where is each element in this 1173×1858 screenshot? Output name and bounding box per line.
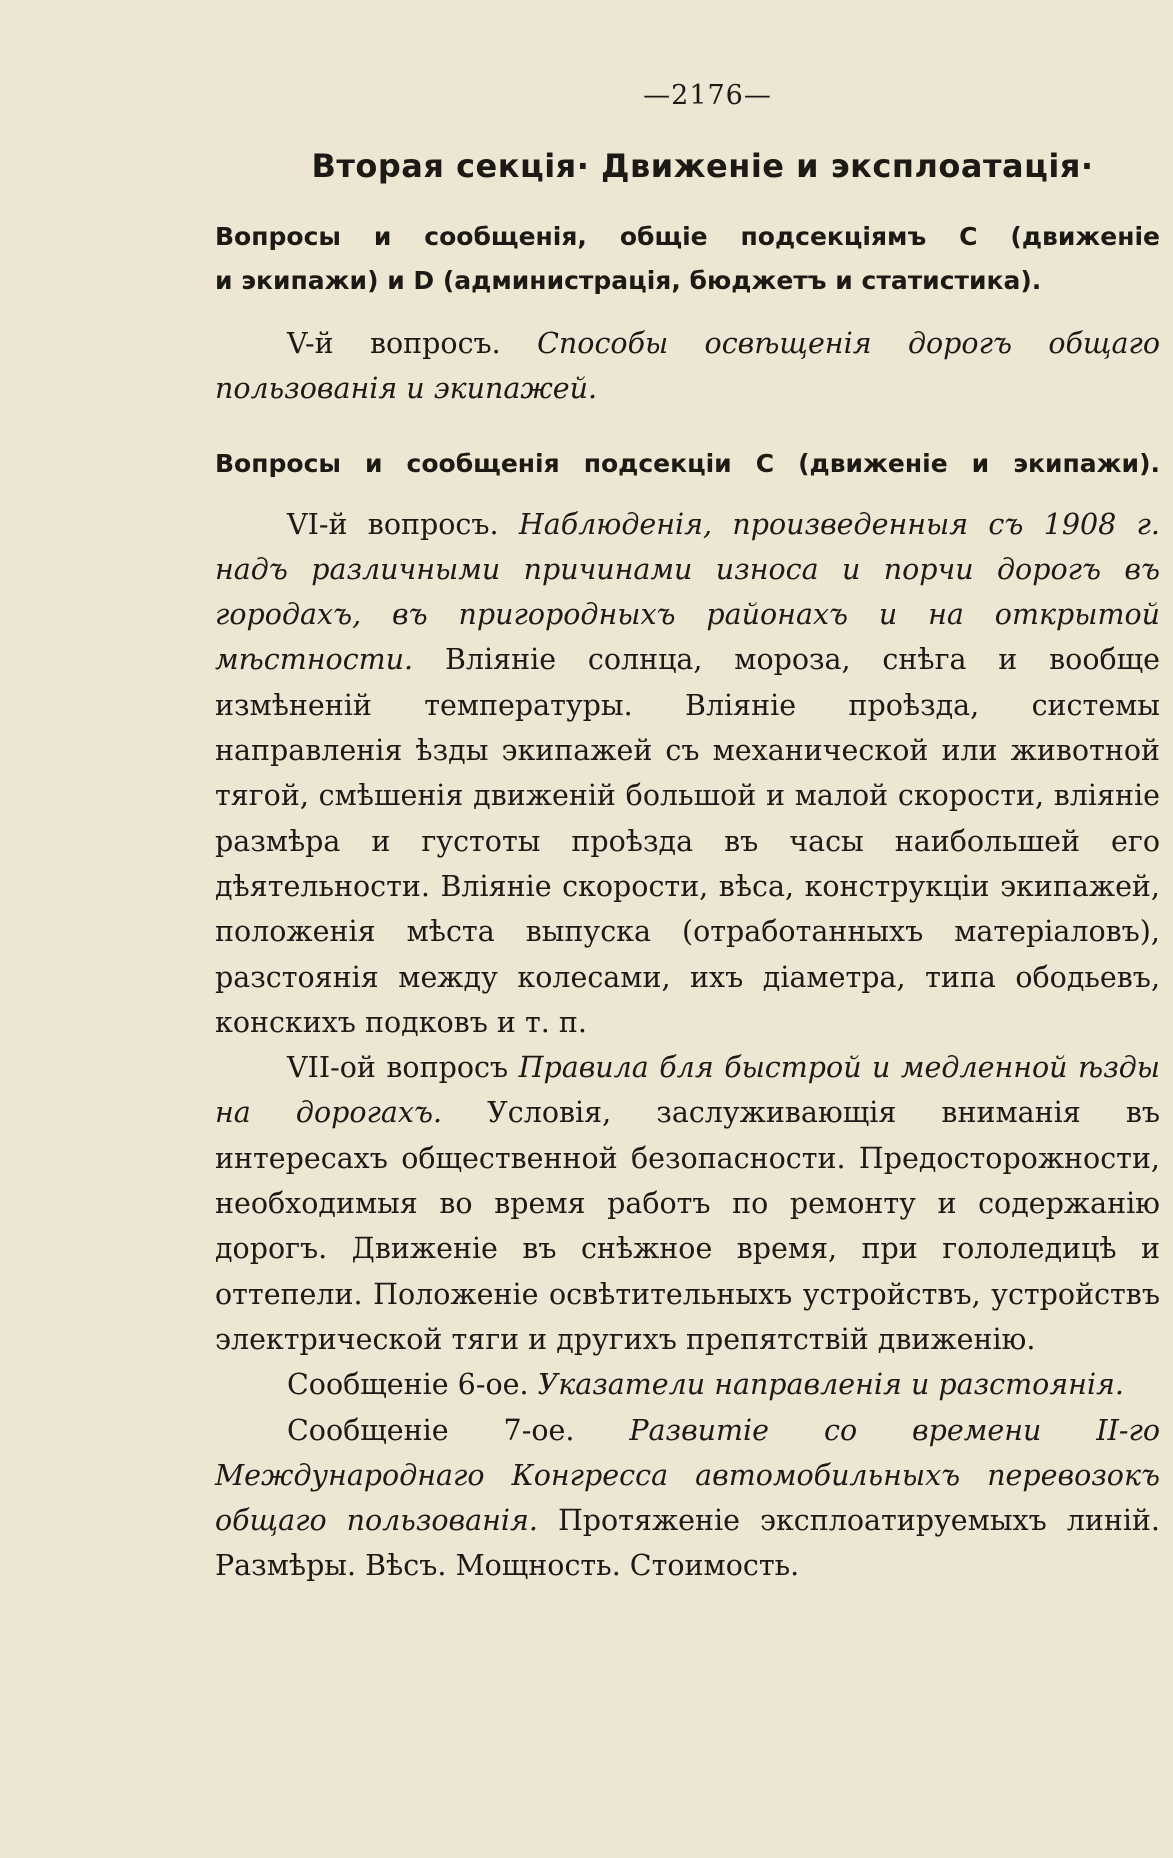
question-title: Способы освѣщенія дорогъ общаго пользованія и экипажей. (215, 327, 1160, 406)
question-title: Наблюденія, произведенныя съ 1908 г. надъ различными причинами износа и порчи дорогъ въ городахъ, въ пригородныхъ районахъ и на открытой мѣстности. (215, 507, 1160, 677)
question-label: VII-ой вопросъ (287, 1051, 509, 1085)
question-7 (215, 1045, 1160, 1362)
question-6 (215, 502, 1160, 1046)
message-7 (215, 1408, 1160, 1589)
message-label: Сообщеніе 7-ое. (287, 1413, 575, 1447)
message-label: Сообщеніе 6-ое. (287, 1368, 529, 1402)
general-questions-heading (215, 215, 1160, 303)
message-title: Развитіе со времени II-го Международнаго Конгресса автомобильныхъ перевозокъ общаго пользованія. (215, 1413, 1161, 1538)
message-text: Протяженіе эксплоатируемыхъ линій. Размѣры. Вѣсъ. Мощность. Стоимость. (215, 1504, 1160, 1583)
page-number: —2176— (643, 80, 772, 111)
section-title: Вторая секція· Движеніе и эксплоатація· (311, 147, 1094, 185)
heading-line: Вопросы и сообщенія, общіе подсекціямъ С (движеніе (215, 222, 1160, 251)
message-6 (215, 1362, 1160, 1407)
question-title: Правила бля быстрой и медленной ѣзды на дорогахъ. (215, 1051, 1161, 1130)
message-title: Указатели направленія и разстоянія. (537, 1368, 1124, 1402)
subsection-c-heading: Вопросы и сообщенія подсекціи С (движеніе и экипажи). (215, 448, 1160, 478)
text-column (215, 80, 1160, 1589)
heading-line: и экипажи) и D (администрація, бюджетъ и статистика). (215, 266, 1042, 295)
question-text: Вліяніе солнца, мороза, снѣга и вообще измѣненій температуры. Вліяніе проѣзда, системы направленія ѣзды экипажей съ механической или животной тягой, смѣшенія движеній большой и малой скорости, вліяніе размѣра и густоты проѣзда въ часы наибольшей его дѣятельности. Вліяніе скорости, вѣса, конструкціи экипажей, положенія мѣста выпуска (отработанныхъ матеріаловъ), разстоянія между колесами, ихъ діаметра, типа ободьевъ, конскихъ подковъ и т. п. (215, 643, 1160, 1039)
question-label: VI-й вопросъ. (287, 507, 499, 541)
question-5 (215, 321, 1160, 412)
question-text: Условія, заслуживающія вниманія въ интересахъ общественной безопасности. Предосторожности, необходимыя во время работъ по ремонту и содержанію дорогъ. Движеніе въ снѣжное время, при гололедицѣ и оттепели. Положеніе освѣтительныхъ устройствъ, устройствъ электрической тяги и другихъ препятствій движенію. (215, 1096, 1160, 1356)
question-label: V-й вопросъ. (287, 327, 501, 360)
